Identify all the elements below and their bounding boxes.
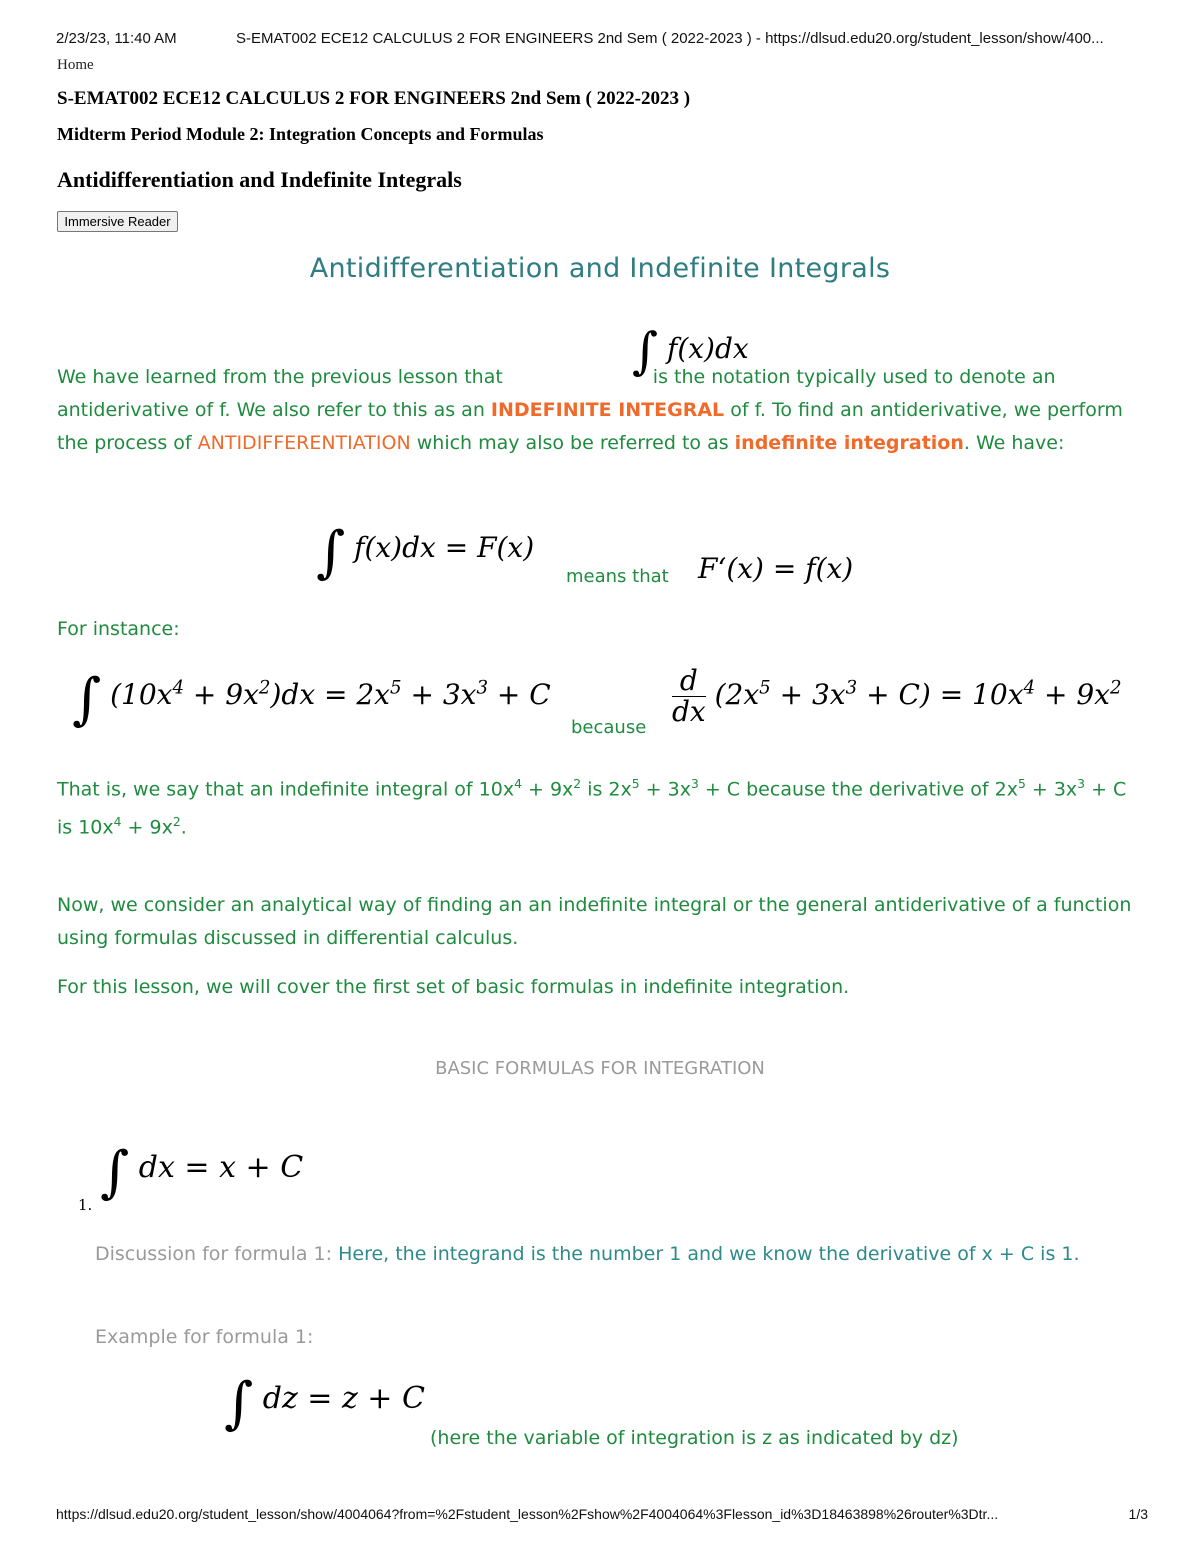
p2-text-h: + 9x (121, 816, 173, 839)
immersive-reader-button[interactable]: Immersive Reader (57, 211, 178, 232)
example-equation (224, 1371, 425, 1436)
definition-equation-left (316, 520, 534, 585)
p1-text-e: . We have: (963, 432, 1065, 454)
content-heading: Antidifferentiation and Indefinite Integrals (309, 253, 891, 284)
discussion-label: Discussion for formula 1: (95, 1243, 333, 1265)
p1-text-a: We have learned from the previous lesson that (57, 366, 503, 388)
example-integral-expression: $(10x^4 + 9x^2)dx = 2x^5 + 3x^3 + C$ (110, 677, 551, 711)
p2-text-e: + C because the derivative of 2x (698, 778, 1018, 801)
p1-text-c: of f. To find an antiderivative, we perform the process of (57, 399, 1123, 454)
notation-expression: f(x)dx (666, 332, 749, 365)
because-label: because (571, 717, 647, 738)
discussion-text: Here, the integrand is the number 1 and we know the derivative of x + C is 1. (338, 1243, 1080, 1265)
definition-equation-right: F‘(x) = f(x) (698, 552, 854, 585)
print-page-title: S-EMAT002 ECE12 CALCULUS 2 FOR ENGINEERS 2nd Sem ( 2022-2023 ) - https://dlsud.edu20.org/student_lesson/show/400... (236, 30, 1104, 47)
print-datetime: 2/23/23, 11:40 AM (56, 30, 177, 47)
print-url: https://dlsud.edu20.org/student_lesson/show/4004064?from=%2Fstudent_lesson%2Fshow%2F4004064%3Flesson_id%3D18463898%26router%3Dtr... (56, 1506, 999, 1522)
basic-formulas-heading: BASIC FORMULAS FOR INTEGRATION (435, 1058, 765, 1079)
p1-text-d: which may also be referred to as (416, 432, 729, 454)
p2-text-c: is 2x (581, 778, 632, 801)
formula-1-discussion (95, 1238, 1140, 1271)
integral-sign: ∫ (316, 520, 346, 585)
integral-sign: ∫ (224, 1371, 254, 1436)
print-footer (56, 1506, 1148, 1522)
analytical-paragraph: Now, we consider an analytical way of finding an an indefinite integral or the general antiderivative of a function using formulas discussed in differential calculus. (57, 894, 1132, 949)
p2-text-g: + C is 10x (57, 778, 1127, 839)
integral-sign: ∫ (72, 667, 102, 732)
definition-left-expression: f(x)dx = F(x) (354, 531, 535, 564)
integral-sign: ∫ (632, 322, 659, 380)
example-integral-equation (72, 667, 551, 732)
d-dx-fraction (672, 666, 706, 727)
p2-text-b: + 9x (521, 778, 574, 801)
derivative-equation (672, 666, 1122, 727)
for-instance-label: For instance: (57, 618, 180, 640)
means-that-label: means that (566, 566, 669, 587)
example-expression: dz = z + C (262, 1381, 425, 1416)
formula-1-expression: dx = x + C (138, 1150, 304, 1185)
print-page-number: 1/3 (1128, 1506, 1148, 1522)
course-title: S-EMAT002 ECE12 CALCULUS 2 FOR ENGINEERS 2nd Sem ( 2022-2023 ) (57, 88, 691, 109)
antidifferentiation-term: ANTIDIFFERENTIATION (197, 432, 411, 454)
lesson-scope-paragraph: For this lesson, we will cover the first set of basic formulas in indefinite integration. (57, 976, 850, 998)
fraction-numerator: d (679, 664, 698, 697)
home-link[interactable]: Home (57, 57, 94, 73)
fraction-denominator: dx (672, 695, 706, 728)
derivative-expression: $(2x^5 + 3x^3 + C) = 10x^4 + 9x^2$ (714, 677, 1122, 711)
p2-text-d: + 3x (639, 778, 691, 801)
that-is-paragraph: That is, we say that an indefinite integral of $10x^4 + 9x^2$ is $2x^5 + 3x^3 + C$ because the derivative of $2x^5 + 3x^3 + C$ is $10x^4 + 9x^2$. (57, 777, 1127, 839)
indefinite-integration-term: indefinite integration (734, 432, 964, 454)
integral-sign: ∫ (100, 1140, 130, 1205)
formula-1-number: 1. (78, 1196, 93, 1214)
p2-text-i: . (180, 816, 187, 839)
example-note: (here the variable of integration is z as indicated by dz) (430, 1427, 959, 1449)
indefinite-integral-term: INDEFINITE INTEGRAL (490, 399, 725, 421)
intro-paragraph (57, 361, 1145, 460)
p1-text-b: is the notation typically used to denote an antiderivative of f. We also refer to this as an (57, 366, 1056, 421)
example-label: Example for formula 1: (95, 1326, 314, 1348)
p2-text-a: That is, we say that an indefinite integral of 10x (57, 778, 515, 801)
p2-text-f: + 3x (1025, 778, 1078, 801)
formula-1-equation (100, 1140, 303, 1205)
module-title: Midterm Period Module 2: Integration Concepts and Formulas (57, 124, 544, 144)
lesson-title: Antidifferentiation and Indefinite Integrals (57, 167, 462, 192)
